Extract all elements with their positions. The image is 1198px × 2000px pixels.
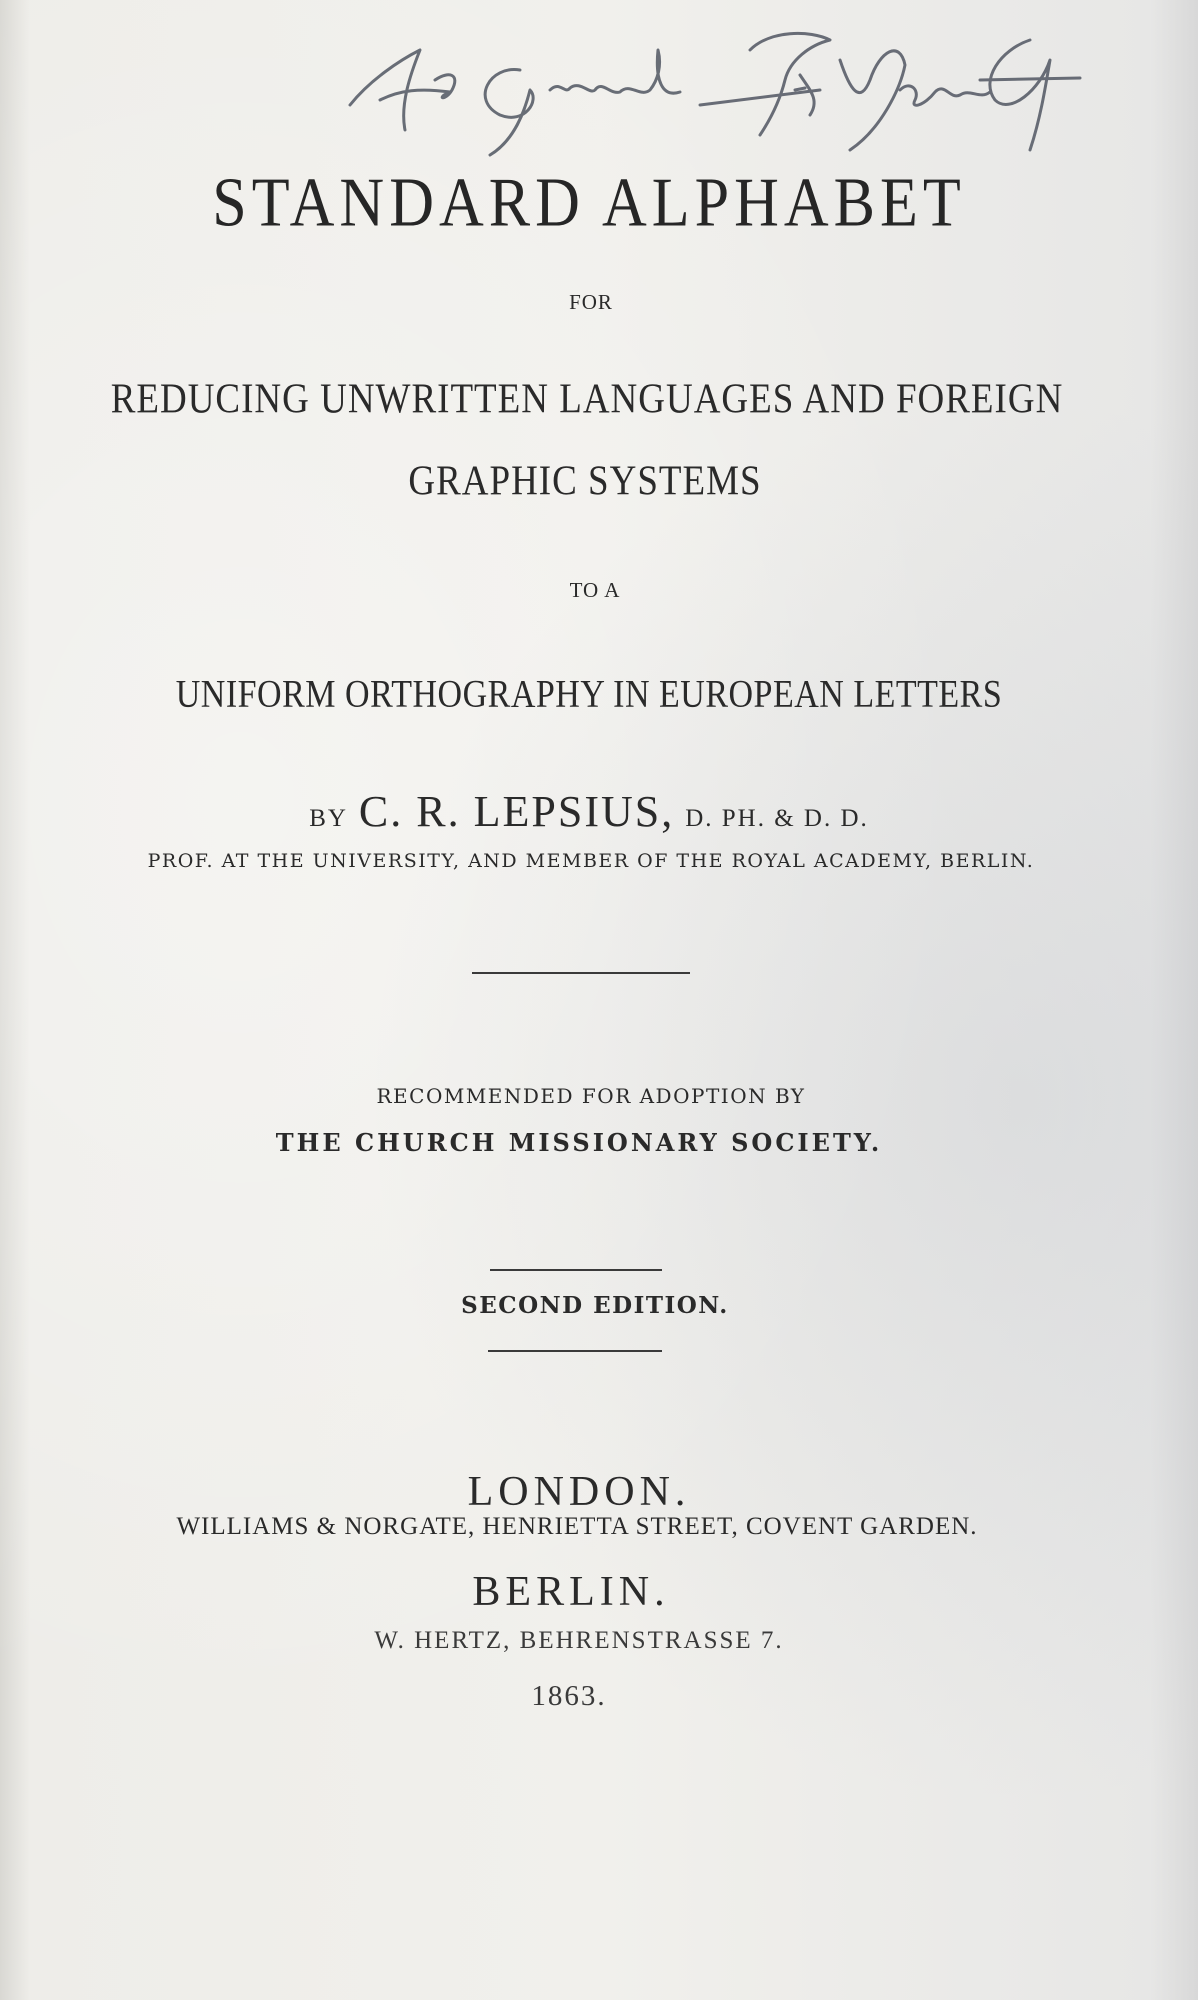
recommendation-line-1: RECOMMENDED FOR ADOPTION BY (376, 1084, 806, 1108)
author-degrees: D. PH. & D. D. (685, 805, 869, 832)
to-a-text: TO A (569, 578, 621, 602)
imprint-publisher-berlin: W. HERTZ, BEHRENSTRASSE 7. (374, 1627, 784, 1654)
imprint-city-london: LONDON. (467, 1469, 691, 1515)
handwritten-signature (340, 20, 1100, 170)
subtitle-line-2: GRAPHIC SYSTEMS (408, 457, 762, 506)
divider-rule (488, 1350, 662, 1352)
author-line (0, 786, 1188, 837)
recommendation-line-2: THE CHURCH MISSIONARY SOCIETY. (275, 1128, 883, 1157)
imprint-city-berlin: BERLIN. (472, 1569, 670, 1615)
subtitle-line-1: REDUCING UNWRITTEN LANGUAGES AND FOREIGN (110, 375, 1064, 424)
author-name: C. R. LEPSIUS, (358, 787, 675, 836)
subtitle-line-3: UNIFORM ORTHOGRAPHY IN EUROPEAN LETTERS (175, 673, 1003, 716)
author-by: BY (309, 805, 348, 832)
publication-year: 1863. (531, 1680, 607, 1712)
imprint-publisher-london: WILLIAMS & NORGATE, HENRIETTA STREET, COVENT GARDEN. (176, 1513, 978, 1540)
book-title: STANDARD ALPHABET (212, 164, 966, 242)
edition-text: SECOND EDITION. (461, 1292, 729, 1319)
divider-rule (472, 972, 690, 974)
divider-rule (490, 1269, 662, 1271)
for-text: FOR (569, 290, 613, 314)
author-affiliation: PROF. AT THE UNIVERSITY, AND MEMBER OF THE ROYAL ACADEMY, BERLIN. (147, 850, 1035, 872)
